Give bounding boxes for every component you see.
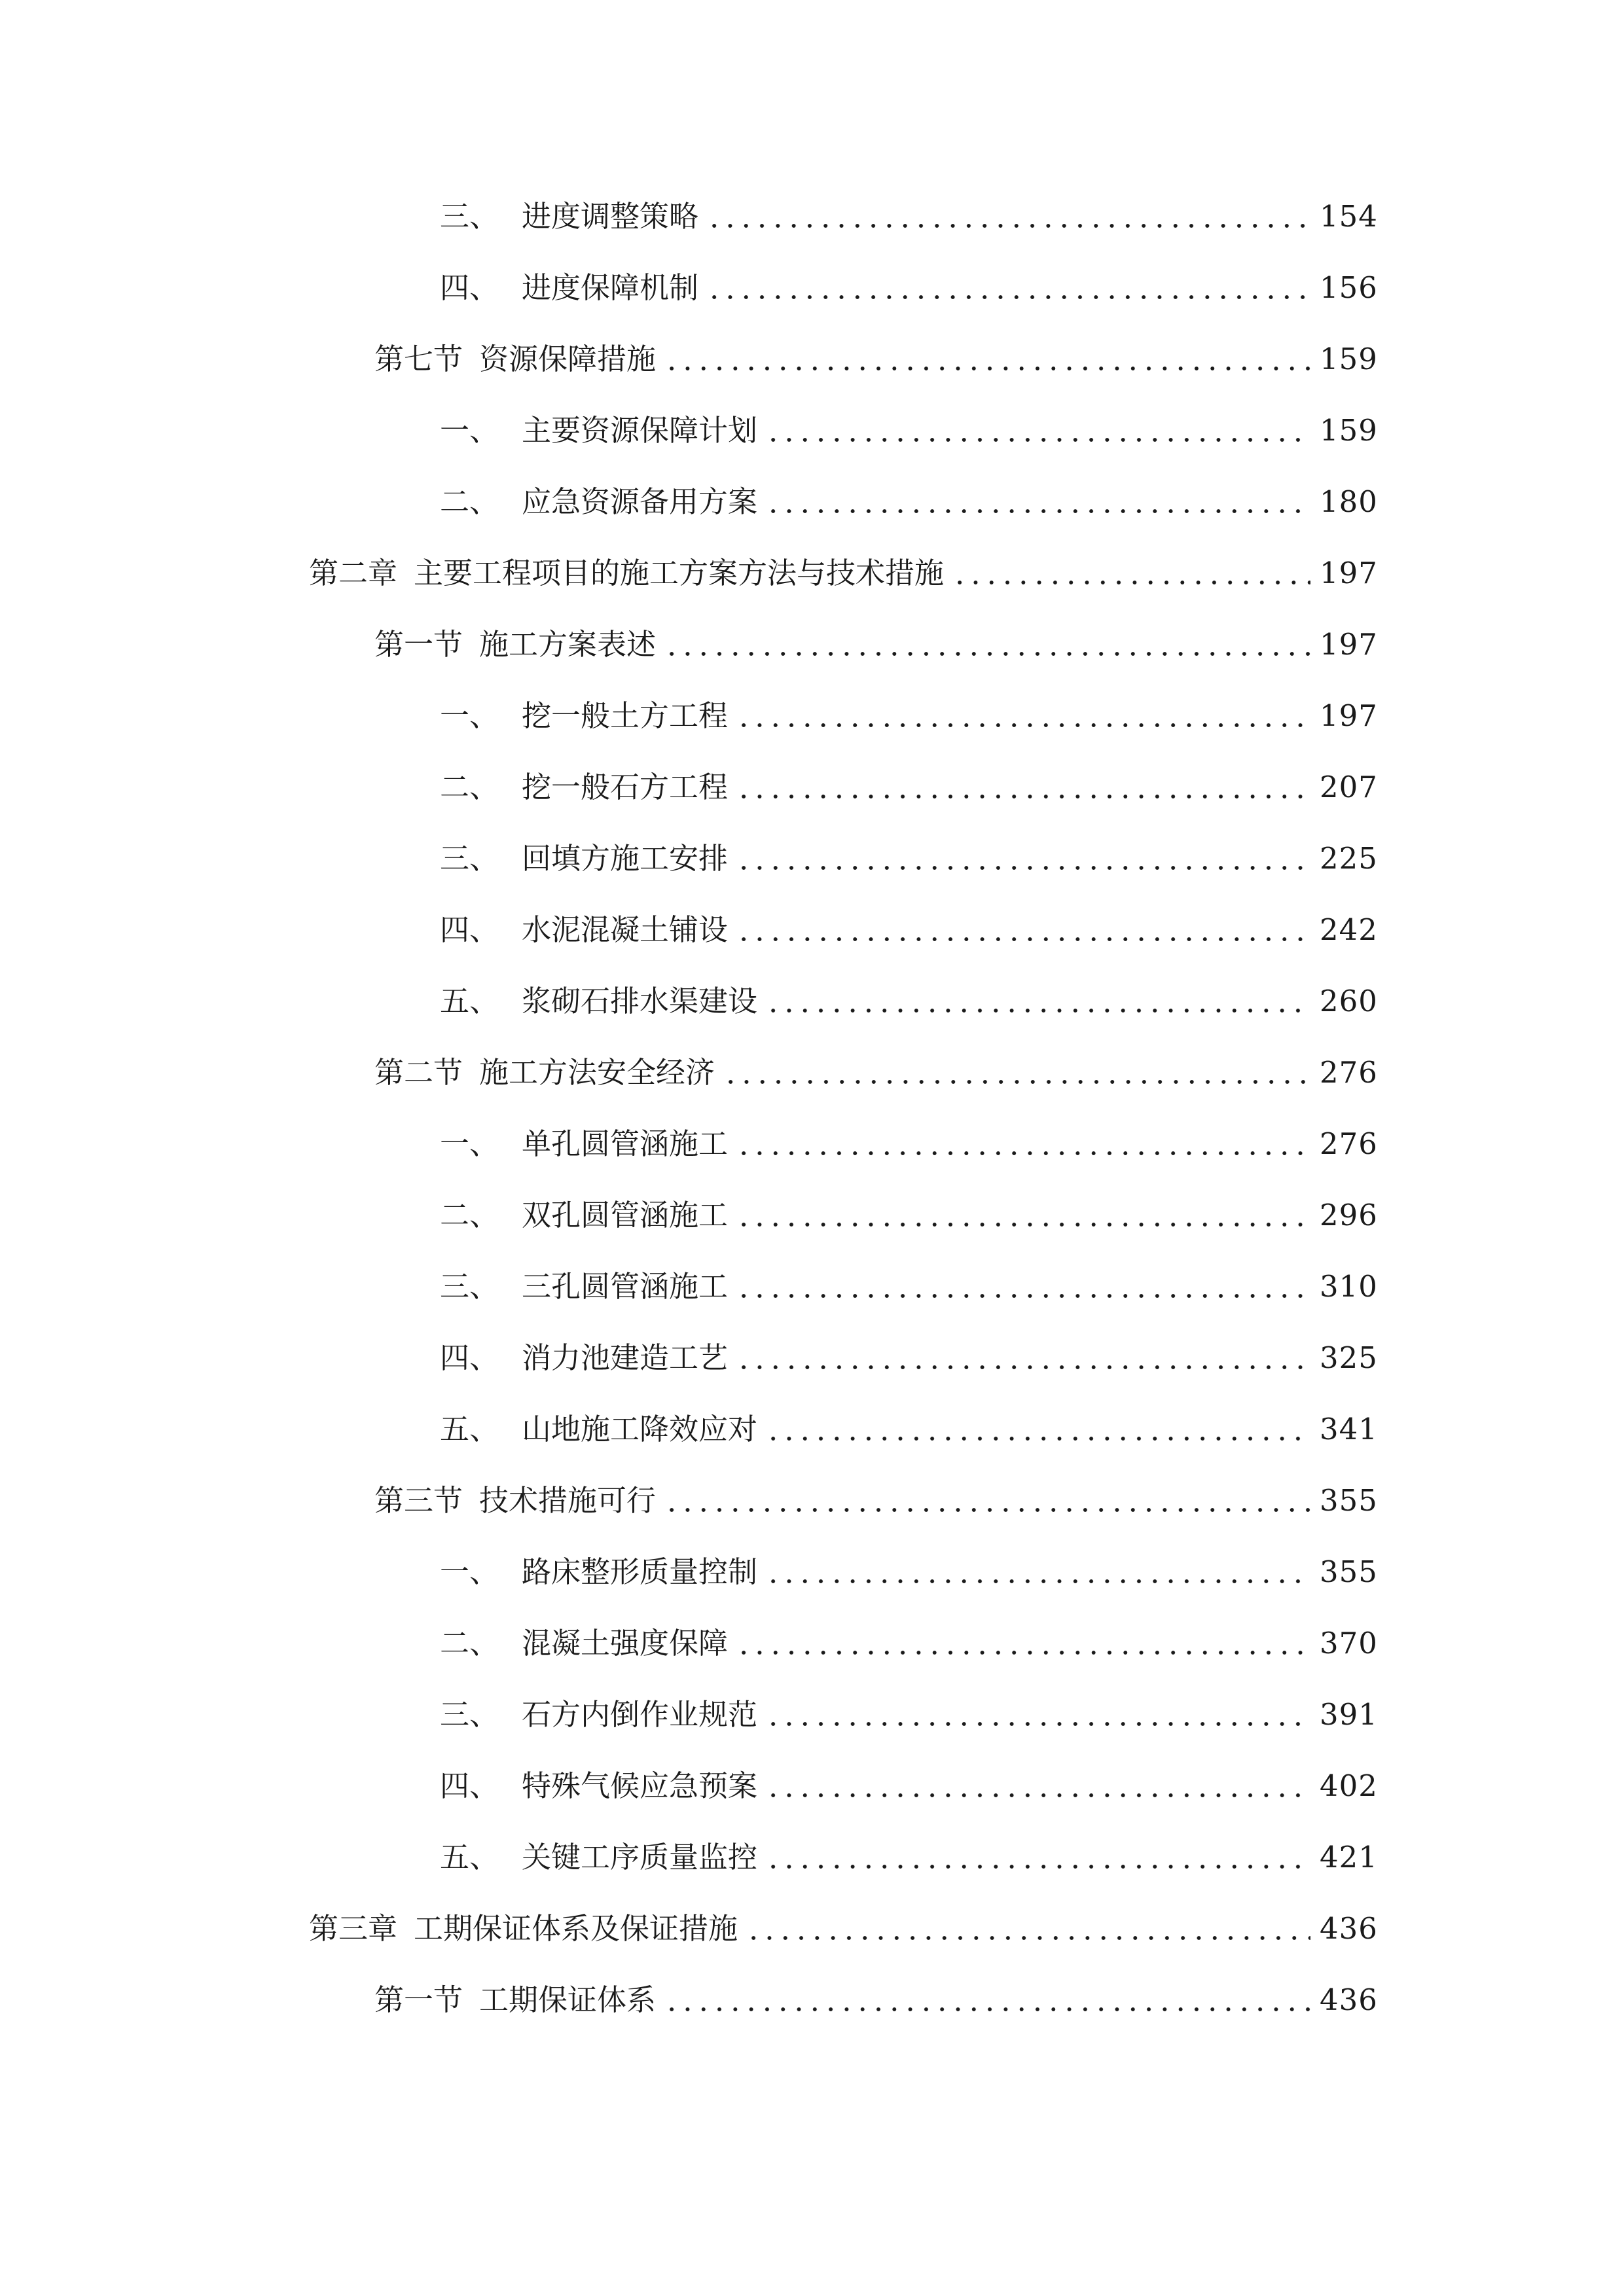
toc-entry-marker: 一、	[440, 1126, 499, 1161]
toc-entry-marker: 二、	[440, 770, 499, 804]
toc-entry[interactable]	[440, 1403, 1378, 1456]
toc-entry-marker: 五、	[440, 1840, 499, 1874]
toc-entry-page: 197	[1320, 627, 1378, 662]
toc-entry-page: 225	[1320, 841, 1378, 876]
toc-entry[interactable]	[440, 1617, 1378, 1670]
dot-leader	[736, 1617, 1310, 1670]
toc-entry-title: 关键工序质量监控	[522, 1840, 758, 1874]
toc-entry-title: 双孔圆管涵施工	[522, 1198, 729, 1232]
dot-leader	[952, 547, 1310, 600]
toc-entry-page: 436	[1320, 1911, 1378, 1946]
toc-entry-title: 消力池建造工艺	[522, 1340, 729, 1375]
dot-leader	[736, 833, 1310, 885]
toc-entry-title: 进度调整策略	[522, 199, 699, 234]
toc-entry-page: 355	[1320, 1554, 1378, 1589]
toc-entry-title: 工期保证体系及保证措施	[414, 1911, 738, 1946]
dot-leader	[664, 1475, 1310, 1527]
toc-entry-marker: 四、	[440, 270, 499, 305]
dot-leader	[765, 476, 1310, 528]
toc-entry[interactable]	[440, 190, 1378, 243]
toc-entry[interactable]	[440, 975, 1378, 1028]
toc-entry-marker: 三、	[440, 841, 499, 876]
toc-entry-title: 施工方案表述	[479, 627, 657, 662]
toc-entry[interactable]	[440, 262, 1378, 314]
toc-entry[interactable]	[440, 404, 1378, 457]
toc-entry-title: 单孔圆管涵施工	[522, 1126, 729, 1161]
dot-leader	[736, 904, 1310, 956]
toc-entry-title: 回填方施工安排	[522, 841, 729, 876]
toc-entry-title: 主要资源保障计划	[522, 413, 758, 448]
toc-entry-page: 355	[1320, 1483, 1378, 1518]
toc-entry-page: 370	[1320, 1626, 1378, 1660]
toc-entry-title: 特殊气候应急预案	[522, 1768, 758, 1803]
toc-entry[interactable]	[440, 690, 1378, 742]
toc-entry-page: 436	[1320, 1982, 1378, 2017]
dot-leader	[765, 404, 1310, 457]
toc-entry-marker: 第二节	[374, 1055, 463, 1090]
dot-leader	[736, 1261, 1310, 1313]
dot-leader	[765, 975, 1310, 1028]
toc-entry[interactable]	[440, 1760, 1378, 1812]
dot-leader	[664, 1974, 1310, 2026]
toc-entry-marker: 四、	[440, 1340, 499, 1375]
dot-leader	[746, 1903, 1310, 1955]
dot-leader	[706, 190, 1310, 243]
dot-leader	[736, 1189, 1310, 1242]
toc-entry[interactable]	[309, 1903, 1378, 1955]
toc-entry[interactable]	[440, 761, 1378, 814]
toc-entry-page: 156	[1320, 270, 1378, 305]
toc-entry-marker: 一、	[440, 413, 499, 448]
toc-entry-title: 水泥混凝土铺设	[522, 912, 729, 947]
toc-entry-page: 402	[1320, 1768, 1378, 1803]
toc-entry-marker: 五、	[440, 1412, 499, 1446]
dot-leader	[765, 1760, 1310, 1812]
toc-entry[interactable]	[374, 1475, 1378, 1527]
toc-entry-title: 三孔圆管涵施工	[522, 1269, 729, 1304]
dot-leader	[736, 1332, 1310, 1384]
toc-entry[interactable]	[374, 1047, 1378, 1099]
toc-entry-page: 180	[1320, 484, 1378, 519]
toc-entry-marker: 第一节	[374, 1982, 463, 2017]
toc-entry[interactable]	[440, 1689, 1378, 1741]
toc-entry-marker: 三、	[440, 1697, 499, 1732]
toc-entry-marker: 第七节	[374, 342, 463, 376]
dot-leader	[765, 1546, 1310, 1598]
toc-entry-page: 421	[1320, 1840, 1378, 1874]
toc-entry[interactable]	[440, 904, 1378, 956]
toc-entry-page: 159	[1320, 413, 1378, 448]
toc-entry-title: 资源保障措施	[479, 342, 657, 376]
toc-entry[interactable]	[440, 1831, 1378, 1884]
toc-entry[interactable]	[440, 476, 1378, 528]
toc-entry-title: 挖一般石方工程	[522, 770, 729, 804]
toc-entry-title: 技术措施可行	[479, 1483, 657, 1518]
dot-leader	[723, 1047, 1310, 1099]
toc-entry-page: 391	[1320, 1697, 1378, 1732]
toc-entry-marker: 一、	[440, 1554, 499, 1589]
toc-entry-marker: 第三节	[374, 1483, 463, 1518]
toc-entry-title: 工期保证体系	[479, 1982, 657, 2017]
dot-leader	[736, 690, 1310, 742]
toc-entry-title: 浆砌石排水渠建设	[522, 984, 758, 1018]
dot-leader	[765, 1403, 1310, 1456]
dot-leader	[736, 761, 1310, 814]
toc-entry-title: 进度保障机制	[522, 270, 699, 305]
dot-leader	[664, 333, 1310, 386]
toc-entry-title: 混凝土强度保障	[522, 1626, 729, 1660]
toc-entry-page: 159	[1320, 342, 1378, 376]
toc-entry[interactable]	[374, 333, 1378, 386]
toc-entry-marker: 第三章	[309, 1911, 398, 1946]
toc-entry-title: 路床整形质量控制	[522, 1554, 758, 1589]
toc-entry-page: 197	[1320, 698, 1378, 733]
toc-entry-page: 325	[1320, 1340, 1378, 1375]
toc-entry-page: 260	[1320, 984, 1378, 1018]
toc-entry-page: 276	[1320, 1055, 1378, 1090]
toc-entry-page: 207	[1320, 770, 1378, 804]
toc-entry[interactable]	[440, 1189, 1378, 1242]
toc-entry-marker: 四、	[440, 1768, 499, 1803]
toc-entry-marker: 二、	[440, 1198, 499, 1232]
toc-entry-page: 296	[1320, 1198, 1378, 1232]
toc-entry[interactable]	[440, 1261, 1378, 1313]
toc-entry-title: 主要工程项目的施工方案方法与技术措施	[414, 556, 945, 590]
toc-entry[interactable]	[309, 547, 1378, 600]
toc-entry-title: 挖一般土方工程	[522, 698, 729, 733]
toc-entry[interactable]	[440, 1546, 1378, 1598]
toc-entry-title: 施工方法安全经济	[479, 1055, 715, 1090]
toc-entry-page: 242	[1320, 912, 1378, 947]
toc-entry-marker: 五、	[440, 984, 499, 1018]
toc-entry-title: 应急资源备用方案	[522, 484, 758, 519]
toc-entry-marker: 二、	[440, 1626, 499, 1660]
toc-entry-title: 山地施工降效应对	[522, 1412, 758, 1446]
dot-leader	[765, 1689, 1310, 1741]
toc-entry[interactable]	[440, 833, 1378, 885]
toc-entry-marker: 三、	[440, 199, 499, 234]
toc-entry-title: 石方内倒作业规范	[522, 1697, 758, 1732]
toc-entry-marker: 二、	[440, 484, 499, 519]
dot-leader	[706, 262, 1310, 314]
toc-entry-page: 310	[1320, 1269, 1378, 1304]
toc-entry-marker: 三、	[440, 1269, 499, 1304]
toc-entry-page: 197	[1320, 556, 1378, 590]
toc-entry[interactable]	[440, 1332, 1378, 1384]
toc-entry-marker: 一、	[440, 698, 499, 733]
toc-entry-marker: 第一节	[374, 627, 463, 662]
toc-entry-marker: 第二章	[309, 556, 398, 590]
toc-entry[interactable]	[440, 1118, 1378, 1170]
toc-entry-marker: 四、	[440, 912, 499, 947]
toc-entry[interactable]	[374, 619, 1378, 671]
dot-leader	[765, 1831, 1310, 1884]
dot-leader	[664, 619, 1310, 671]
toc-entry-page: 154	[1320, 199, 1378, 234]
toc-entry-page: 341	[1320, 1412, 1378, 1446]
toc-entry-page: 276	[1320, 1126, 1378, 1161]
dot-leader	[736, 1118, 1310, 1170]
toc-entry[interactable]	[374, 1974, 1378, 2026]
